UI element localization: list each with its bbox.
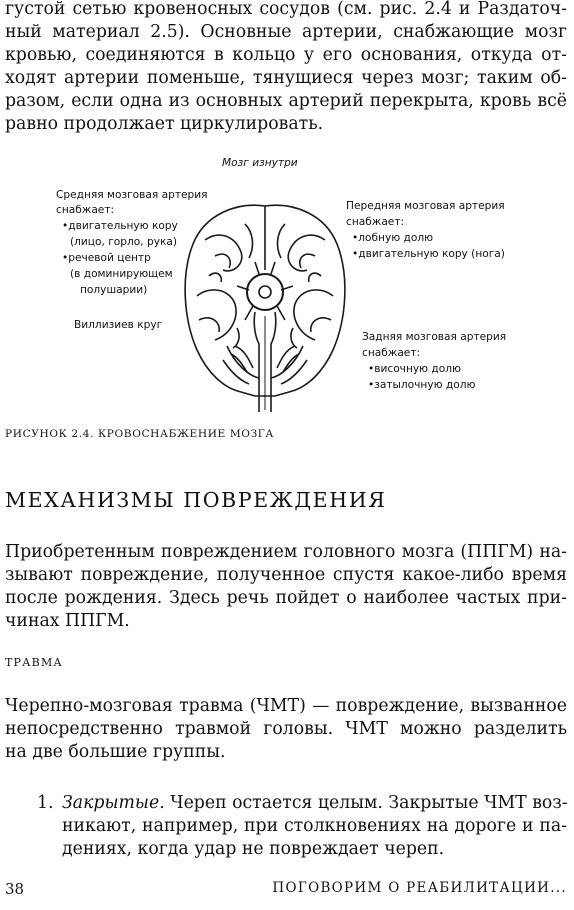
label-line: Передняя мозговая артерия [346, 200, 505, 212]
label-line: снабжает: [56, 204, 115, 216]
text-line: разом, если одна из основных артерий перекрыта, кровь всё [5, 91, 567, 111]
brain-illustration [175, 200, 355, 422]
text-line: на две большие группы. [5, 742, 226, 762]
list-line [62, 792, 567, 814]
label-line: снабжает: [346, 216, 405, 228]
text-line: после рождения. Здесь речь пойдет о наиболее частых при- [5, 588, 567, 608]
label-line: •лобную долю [352, 232, 434, 244]
label-line: (лицо, горло, рука) [70, 236, 177, 248]
list-term: Закрытые. [62, 793, 165, 813]
list-number: 1. [37, 793, 54, 813]
page-number: 38 [5, 880, 25, 898]
text-line: Черепно-мозговая травма (ЧМТ) — повреждение, вызванное [5, 696, 567, 716]
list-line: никают, например, при столкновениях на дороге и па- [62, 816, 567, 836]
label-line: полушарии) [80, 284, 148, 296]
text-line: чинах ППГМ. [5, 611, 130, 631]
label-line: Средняя мозговая артерия [56, 189, 208, 201]
section-heading: МЕХАНИЗМЫ ПОВРЕЖДЕНИЯ [5, 488, 387, 512]
running-title: ПОГОВОРИМ О РЕАБИЛИТАЦИИ... [272, 880, 567, 896]
text-line: кровью, соединяются в кольцо у его основания, откуда от- [5, 45, 567, 65]
list-line-text: Череп остается целым. Закрытые ЧМТ воз- [164, 793, 568, 813]
text-line: ный материал 2.5). Основные артерии, снабжающие мозг [5, 22, 567, 42]
text-line: равно продолжает циркулировать. [5, 114, 324, 134]
label-line: снабжает: [362, 347, 421, 359]
text-line: зывают повреждение, полученное спустя какое-либо время [5, 565, 567, 585]
subheading: ТРАВМА [5, 656, 63, 669]
label-line: •затылочную долю [368, 379, 476, 391]
text-line: Приобретенным повреждением головного мозга (ППГМ) на- [5, 542, 567, 562]
text-line: ходят артерии поменьше, тянущиеся через мозг; таким об- [5, 68, 567, 88]
label-line: •двигательную кору [62, 220, 178, 232]
willis-circle-label: Виллизиев круг [74, 319, 163, 331]
label-line: Задняя мозговая артерия [362, 331, 507, 343]
list-line: дениях, когда удар не повреждает череп. [62, 839, 445, 859]
text-line: непосредственно травмой головы. ЧМТ можно разделить [5, 719, 567, 739]
label-line: (в доминирующем [70, 268, 173, 280]
figure-top-label: Мозг изнутри [222, 157, 298, 169]
label-line: •речевой центр [62, 252, 151, 264]
label-line: •двигательную кору (нога) [352, 248, 505, 260]
label-line: •височную долю [368, 363, 461, 375]
text-line: густой сетью кровеносных сосудов (см. рис. 2.4 и Раздаточ- [5, 0, 567, 19]
figure-caption: РИСУНОК 2.4. КРОВОСНАБЖЕНИЕ МОЗГА [5, 428, 275, 440]
